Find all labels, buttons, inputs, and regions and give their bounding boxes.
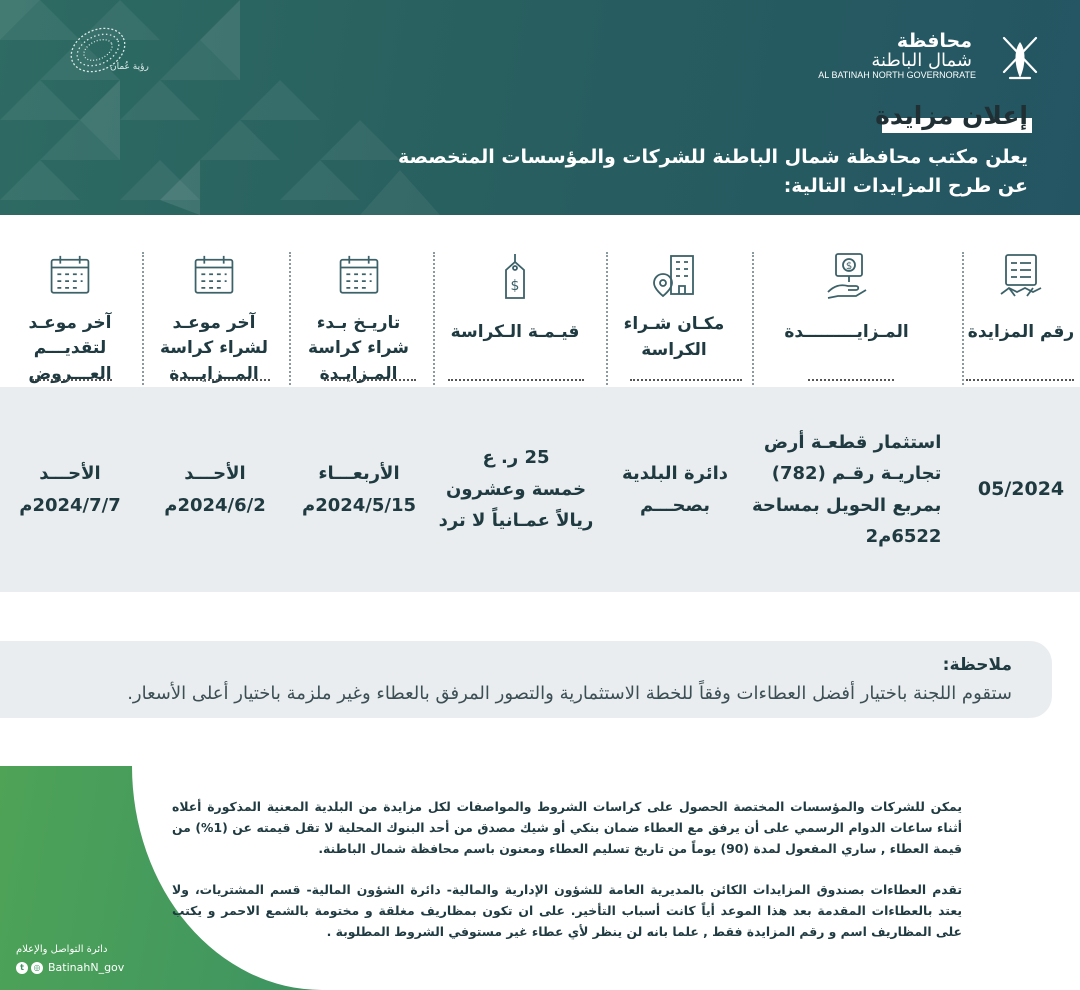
calendar-icon xyxy=(191,252,237,301)
column-label: مكـان شـراء الكراسة xyxy=(623,314,725,360)
social-handle[interactable]: BatinahN_gov xyxy=(48,961,125,974)
column-underline xyxy=(324,379,416,381)
handshake-checklist-icon xyxy=(998,252,1044,302)
column-label: آخر موعـد لتقديـــم العـــروض xyxy=(28,312,112,384)
intro-line-1: يعلن مكتب محافظة شمال الباطنة للشركات والمؤسسات المتخصصة xyxy=(398,146,1028,168)
column-label: تاريـخ بـدء شراء كراسة المـزايـدة xyxy=(307,312,410,384)
announcement-title: إعلان مزايدة xyxy=(875,101,1028,130)
column-underline xyxy=(630,379,742,381)
cell-last-submission-date: الأحـــد 2024/7/7م xyxy=(19,463,121,516)
column-last-submission-date xyxy=(0,215,140,387)
cell-start-date: الأربعـــاء 2024/5/15م xyxy=(301,463,417,516)
calendar-icon xyxy=(47,252,93,301)
governorate-name-line1: محافظة xyxy=(896,30,972,52)
column-auction-number xyxy=(962,215,1080,387)
column-label: رقم المزايدة xyxy=(967,322,1075,342)
table-row xyxy=(0,387,1080,592)
column-underline xyxy=(808,379,894,381)
footer-paragraph-2: تقدم العطاءات بصندوق المزايدات الكائن بالمديرية العامة للشؤون الإدارية والمالية- دائرة الشؤون المالية- قسم المشتريات، ولا يعتد بالعطاءات المقدمة بعد هذا الموعد أياً كانت أسباب التأخير. على ان تكون بمظاريف مغلقة و مختومة بالشمع الاحمر و يكتب على المظاريف اسم و رقم المزايدة فقط , علما بانه لن ينظر لأي عطاء غير مستوفي الشروط المطلوبة . xyxy=(172,882,962,939)
cell-purchase-place: دائرة البلدية بصحـــم xyxy=(622,463,728,516)
column-underline xyxy=(966,379,1074,381)
column-purchase-place xyxy=(603,215,745,387)
twitter-icon[interactable]: t xyxy=(16,962,28,974)
column-booklet-value xyxy=(431,215,599,387)
column-underline xyxy=(32,379,112,381)
svg-text:$: $ xyxy=(510,278,520,294)
cell-auction-number: 05/2024 xyxy=(977,477,1065,500)
column-label: قيـمـة الـكراسة xyxy=(450,322,580,342)
column-last-purchase-date xyxy=(144,215,284,387)
instagram-icon[interactable]: ◎ xyxy=(31,962,43,974)
column-auction xyxy=(749,215,944,387)
cell-last-purchase-date: الأحـــد 2024/6/2م xyxy=(164,463,266,516)
cell-booklet-value: 25 ر. ع خمسة وعشرون ريالاً عمـانياً لا ترد xyxy=(438,447,594,532)
note-box xyxy=(0,641,1052,718)
column-label: آخر موعـد لشراء كراسة المــزايــدة xyxy=(159,312,268,384)
department-name: دائرة التواصل والإعلام xyxy=(16,944,108,955)
oman-emblem-icon xyxy=(990,28,1050,86)
header-banner xyxy=(0,0,1080,215)
oman-vision-logo xyxy=(58,20,168,90)
column-label: المـزايـــــــــدة xyxy=(784,322,909,342)
intro-line-2: عن طرح المزايدات التالية: xyxy=(783,175,1028,197)
table-header-row xyxy=(0,215,1080,387)
note-text: ستقوم اللجنة باختيار أفضل العطاءات وفقاً للخطة الاستثمارية والتصور المرفق بالعطاء وغير ملزمة باختيار أعلى الأسعار. xyxy=(127,683,1012,704)
social-links xyxy=(16,961,124,974)
column-start-date xyxy=(290,215,427,387)
vision-logo-text: رؤية عُمان xyxy=(110,62,149,72)
note-title: ملاحظة: xyxy=(942,655,1012,675)
footer-paragraph-1: يمكن للشركات والمؤسسات المختصة الحصول على كراسات الشروط والمواصفات لكل مزايدة من البلدية المعنية المذكورة أعلاه أثناء ساعات الدوام الرسمي على أن يرفق مع العطاء ضمان بنكي أو شيك مصدق من أحد البنوك المحلية لا تقل قيمته عن (1%) من قيمة العطاء , ساري المفعول لمدة (90) يوماً من تاريخ تسليم العطاء ومعنون باسم محافظة شمال الباطنة. xyxy=(172,799,963,856)
calendar-icon xyxy=(336,252,382,301)
hand-holding-money-icon xyxy=(824,252,870,302)
governorate-name-line2: شمال الباطنة xyxy=(871,50,972,71)
svg-text:$: $ xyxy=(845,261,852,272)
column-underline xyxy=(172,379,270,381)
governorate-name-english: AL BATINAH NORTH GOVERNORATE xyxy=(818,70,976,80)
building-location-icon xyxy=(651,252,697,302)
cell-auction: استثمار قطعـة أرض تجاريـة رقـم (782) بمربع الحويل بمساحة 6522م2 xyxy=(752,431,942,547)
column-underline xyxy=(448,379,584,381)
price-tag-icon xyxy=(492,252,538,302)
